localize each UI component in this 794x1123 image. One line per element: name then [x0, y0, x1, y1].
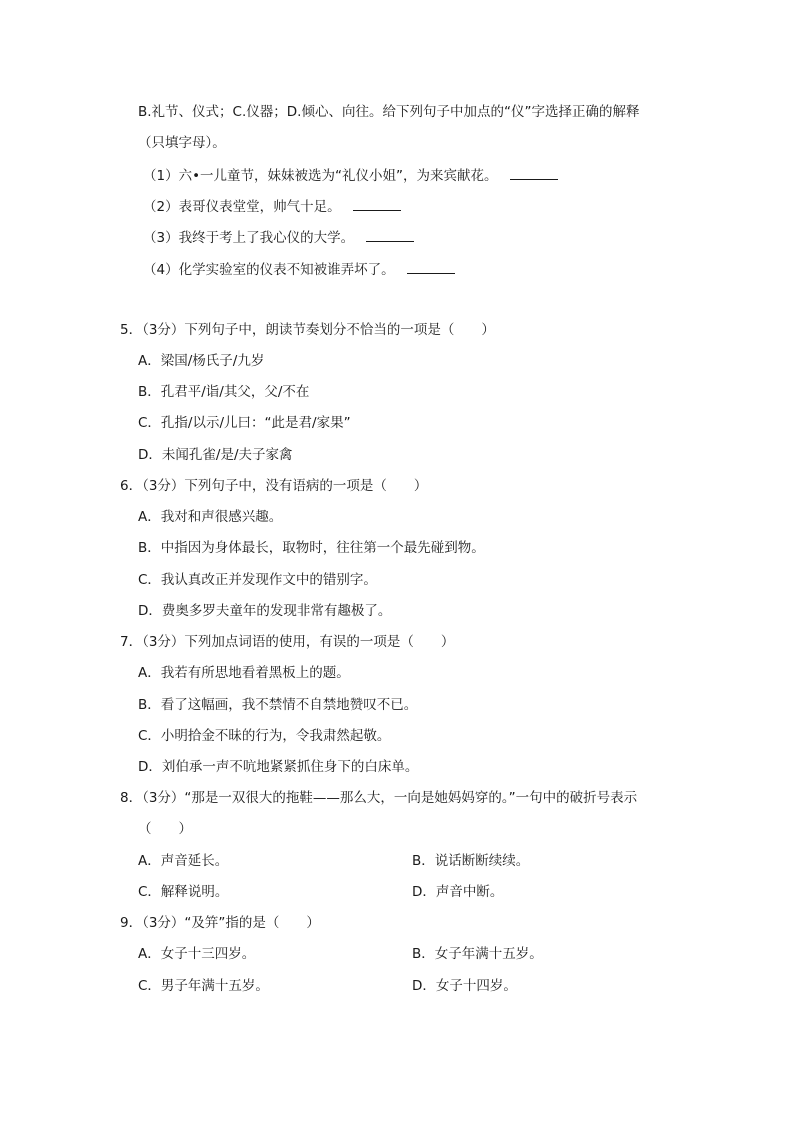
intro-item-2: （2）表哥仪表堂堂，帅气十足。: [143, 196, 401, 217]
q9-option-c: C．男子年满十五岁。: [138, 978, 269, 994]
answer-blank[interactable]: [353, 196, 401, 211]
q8-option-b: B．说话断断续续。: [412, 853, 530, 869]
q6-option-b: B．中指因为身体最长，取物时，往往第一个最先碰到物。: [138, 540, 485, 556]
intro-item-3: （3）我终于考上了我心仪的大学。: [143, 227, 414, 248]
intro-line-1: B.礼节、仪式；C.仪器；D.倾心、向往。给下列句子中加点的“仪”字选择正确的解释: [138, 104, 640, 120]
intro-item-1: （1）六•一儿童节，妹妹被选为“礼仪小姐”，为来宾献花。: [143, 165, 558, 186]
q9-option-b: B．女子年满十五岁。: [412, 946, 543, 962]
q6-option-a: A．我对和声很感兴趣。: [138, 509, 283, 525]
q8-option-a: A．声音延长。: [138, 853, 229, 869]
q8-option-c: C．解释说明。: [138, 884, 229, 900]
question-7-stem: 7．（3分）下列加点词语的使用，有误的一项是（ ）: [120, 634, 455, 650]
question-8-stem: 8．（3分）“那是一双很大的拖鞋——那么大，一向是她妈妈穿的。”一句中的破折号表示: [120, 790, 638, 806]
q6-option-d: D．费奥多罗夫童年的发现非常有趣极了。: [138, 603, 392, 619]
q9-option-d: D．女子十四岁。: [412, 978, 517, 994]
answer-blank[interactable]: [366, 227, 414, 242]
q7-option-b: B．看了这幅画，我不禁情不自禁地赞叹不已。: [138, 697, 418, 713]
answer-blank[interactable]: [407, 259, 455, 274]
q7-option-d: D．刘伯承一声不吭地紧紧抓住身下的白床单。: [138, 759, 419, 775]
question-8-stem-cont: （ ）: [138, 821, 192, 837]
q9-option-a: A．女子十三四岁。: [138, 946, 256, 962]
q5-option-c: C．孔指/以示/儿曰：“此是君/家果”: [138, 415, 351, 431]
q5-option-b: B．孔君平/诣/其父，父/不在: [138, 384, 310, 400]
q8-option-d: D．声音中断。: [412, 884, 504, 900]
question-6-stem: 6．（3分）下列句子中，没有语病的一项是（ ）: [120, 478, 428, 494]
question-9-stem: 9．（3分）“及笄”指的是（ ）: [120, 915, 320, 931]
intro-item-4: （4）化学实验室的仪表不知被谁弄坏了。: [143, 259, 455, 280]
q7-option-c: C．小明拾金不昧的行为，令我肃然起敬。: [138, 728, 391, 744]
q5-option-a: A．梁国/杨氏子/九岁: [138, 353, 265, 369]
q7-option-a: A．我若有所思地看着黑板上的题。: [138, 665, 350, 681]
answer-blank[interactable]: [510, 165, 558, 180]
q5-option-d: D．未闻孔雀/是/夫子家禽: [138, 447, 293, 463]
q6-option-c: C．我认真改正并发现作文中的错别字。: [138, 572, 377, 588]
intro-line-2: （只填字母）。: [138, 135, 226, 151]
question-5-stem: 5．（3分）下列句子中，朗读节奏划分不恰当的一项是（ ）: [120, 322, 495, 338]
